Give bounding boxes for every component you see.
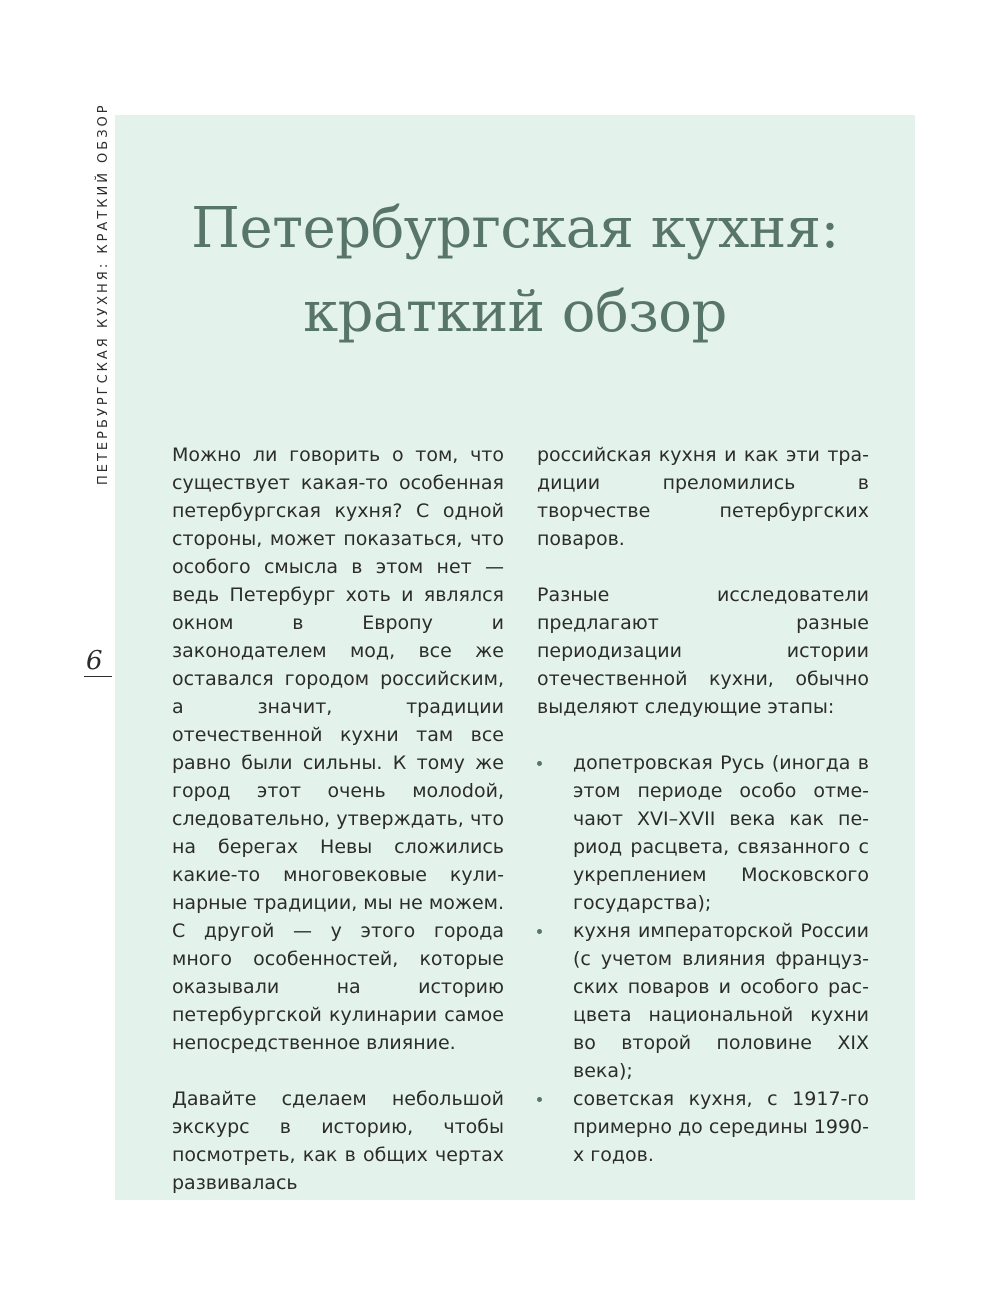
chapter-panel: [115, 115, 915, 1200]
running-head: ПЕТЕРБУРГСКАЯ КУХНЯ: КРАТКИЙ ОБЗОР: [96, 102, 111, 485]
page-number-underline: [84, 676, 112, 677]
right-text-column: [537, 441, 869, 1169]
list-item-text: советская кухня, с 1917-го примерно до середины 1990-х годов.: [573, 1088, 869, 1166]
chapter-title: [115, 187, 915, 355]
bullet-dot-icon: [537, 1097, 542, 1102]
chapter-title-line-1: Петербургская кухня:: [191, 196, 839, 261]
list-item-text: кухня императорской России (с учетом влияния французских поваров и особого расцвета национальной кухни во второй половине XIX века);: [573, 920, 869, 1082]
list-item: [537, 1085, 869, 1169]
periods-list: [537, 749, 869, 1169]
list-item: [537, 917, 869, 1085]
paragraph: Можно ли говорить о том, что существует какая-то особенная петербургская кухня? С одной стороны, может показаться, что особого смысла в этом нет — ведь Петербург хоть и являлся окном в Европу и законодателем мод, все же оставался городом российским, а значит, традиции отечественной кухни там все равно были сильны. К тому же город этот очень молоdой, следовательно, утверждать, что на берегах Невы сложились какие-то многовековые кулинарные традиции, мы не можем. С другой — у этого города много особенностей, которые оказывали на историю петербургской кулинарии самое непосредственное влияние.: [172, 444, 504, 1054]
list-item-text: допетровская Русь (иногда в этом периоде особо отмечают XVI–XVII века как период расцвета, связанного с укреплением Московского государства);: [573, 752, 869, 914]
paragraph: Разные исследователи предлагают разные периодизации истории отечественной кухни, обычно выделяют следующие этапы:: [537, 584, 869, 718]
bullet-dot-icon: [537, 761, 542, 766]
paragraph: Давайте сделаем небольшой экскурс в историю, чтобы посмотреть, как в общих чертах развивалась: [172, 1088, 504, 1194]
list-item: [537, 749, 869, 917]
page-number: 6: [86, 646, 103, 676]
paragraph: российская кухня и как эти традиции преломились в творчестве петербургских поваров.: [537, 444, 869, 550]
bullet-dot-icon: [537, 929, 542, 934]
left-text-column: [172, 441, 504, 1197]
chapter-title-line-2: краткий обзор: [303, 280, 727, 345]
